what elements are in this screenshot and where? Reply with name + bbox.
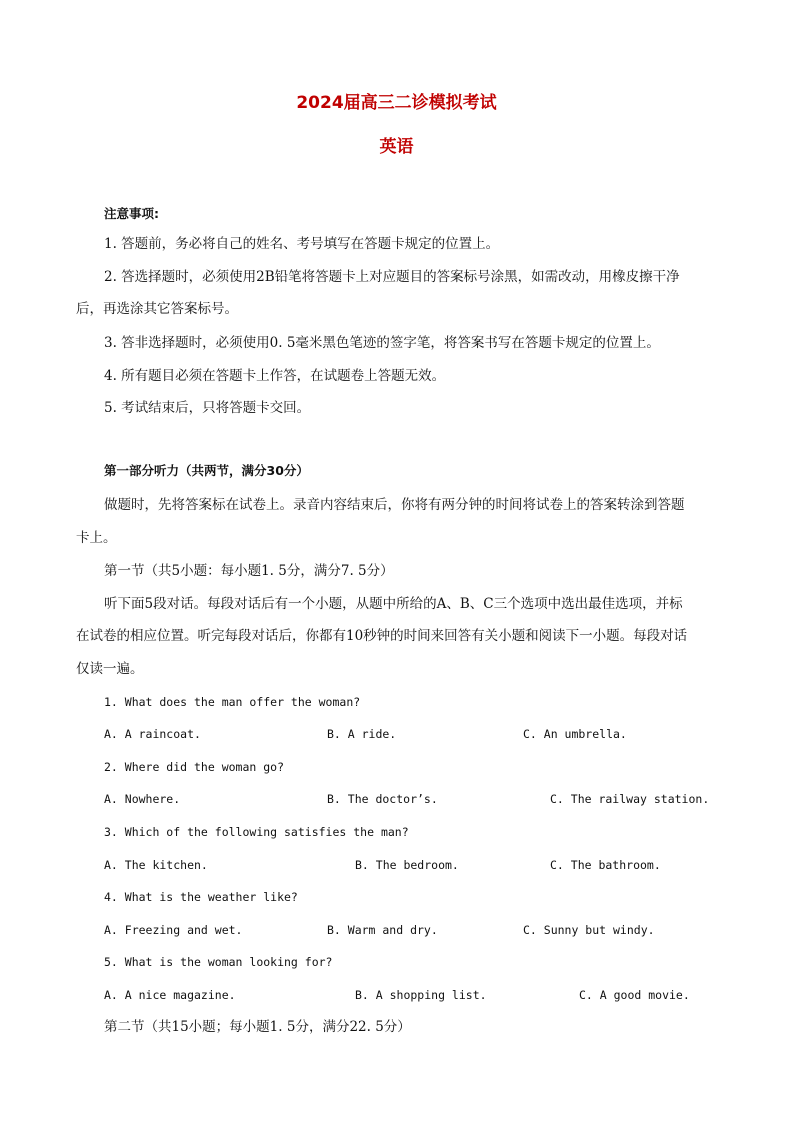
section2-heading: 第二节（共15小题；每小题1. 5分，满分22. 5分） <box>104 1019 411 1035</box>
subject-title: 英语 <box>379 137 414 157</box>
question-5-option-a: A. A nice magazine. <box>104 988 236 1002</box>
question-3-option-b: B. The bedroom. <box>355 858 459 872</box>
question-1: 1. What does the man offer the woman? <box>104 695 361 709</box>
question-4-option-b: B. Warm and dry. <box>327 923 438 937</box>
notice-heading: 注意事项: <box>104 206 159 221</box>
part1-heading: 第一部分听力（共两节，满分30分） <box>104 463 309 478</box>
question-1-option-b: B. A ride. <box>327 727 397 741</box>
question-4: 4. What is the weather like? <box>104 890 298 904</box>
section1-heading: 第一节（共5小题：每小题1. 5分，满分7. 5分） <box>104 563 394 579</box>
question-3-option-c: C. The bathroom. <box>550 858 661 872</box>
section1-instr-line3: 仅读一遍。 <box>76 661 144 677</box>
notice-item-4: 4. 所有题目必须在答题卡上作答，在试题卷上答题无效。 <box>104 368 446 384</box>
question-2: 2. Where did the woman go? <box>104 760 285 774</box>
page-title: 2024届高三二诊模拟考试 <box>296 93 497 113</box>
notice-item-3: 3. 答非选择题时，必须使用0. 5毫米黑色笔迹的签字笔，将答案书写在答题卡规定的位置上。 <box>104 335 660 351</box>
part1-intro-line2: 卡上。 <box>76 530 117 546</box>
question-2-option-b: B. The doctor’s. <box>327 792 438 806</box>
notice-item-2: 2. 答选择题时，必须使用2B铅笔将答题卡上对应题目的答案标号涂黑，如需改动，用橡皮擦干净 <box>104 269 680 285</box>
question-5-option-b: B. A shopping list. <box>355 988 487 1002</box>
question-3: 3. Which of the following satisfies the man? <box>104 825 409 839</box>
question-3-option-a: A. The kitchen. <box>104 858 208 872</box>
question-5: 5. What is the woman looking for? <box>104 955 333 969</box>
question-2-option-a: A. Nowhere. <box>104 792 181 806</box>
section1-instr-line1: 听下面5段对话。每段对话后有一个小题，从题中所给的A、B、C三个选项中选出最佳选项，并标 <box>104 596 683 612</box>
notice-item-1: 1. 答题前，务必将自己的姓名、考号填写在答题卡规定的位置上。 <box>104 236 500 252</box>
question-4-option-c: C. Sunny but windy. <box>523 923 655 937</box>
question-2-option-c: C. The railway station. <box>550 792 710 806</box>
question-4-option-a: A. Freezing and wet. <box>104 923 243 937</box>
part1-intro-line1: 做题时，先将答案标在试卷上。录音内容结束后，你将有两分钟的时间将试卷上的答案转涂到答题 <box>104 497 685 513</box>
question-5-option-c: C. A good movie. <box>579 988 690 1002</box>
question-1-option-c: C. An umbrella. <box>523 727 627 741</box>
notice-item-2-cont: 后，再选涂其它答案标号。 <box>76 301 238 317</box>
question-1-option-a: A. A raincoat. <box>104 727 201 741</box>
notice-item-5: 5. 考试结束后，只将答题卡交回。 <box>104 400 311 416</box>
section1-instr-line2: 在试卷的相应位置。听完每段对话后，你都有10秒钟的时间来回答有关小题和阅读下一小题。每段对话 <box>76 628 688 644</box>
